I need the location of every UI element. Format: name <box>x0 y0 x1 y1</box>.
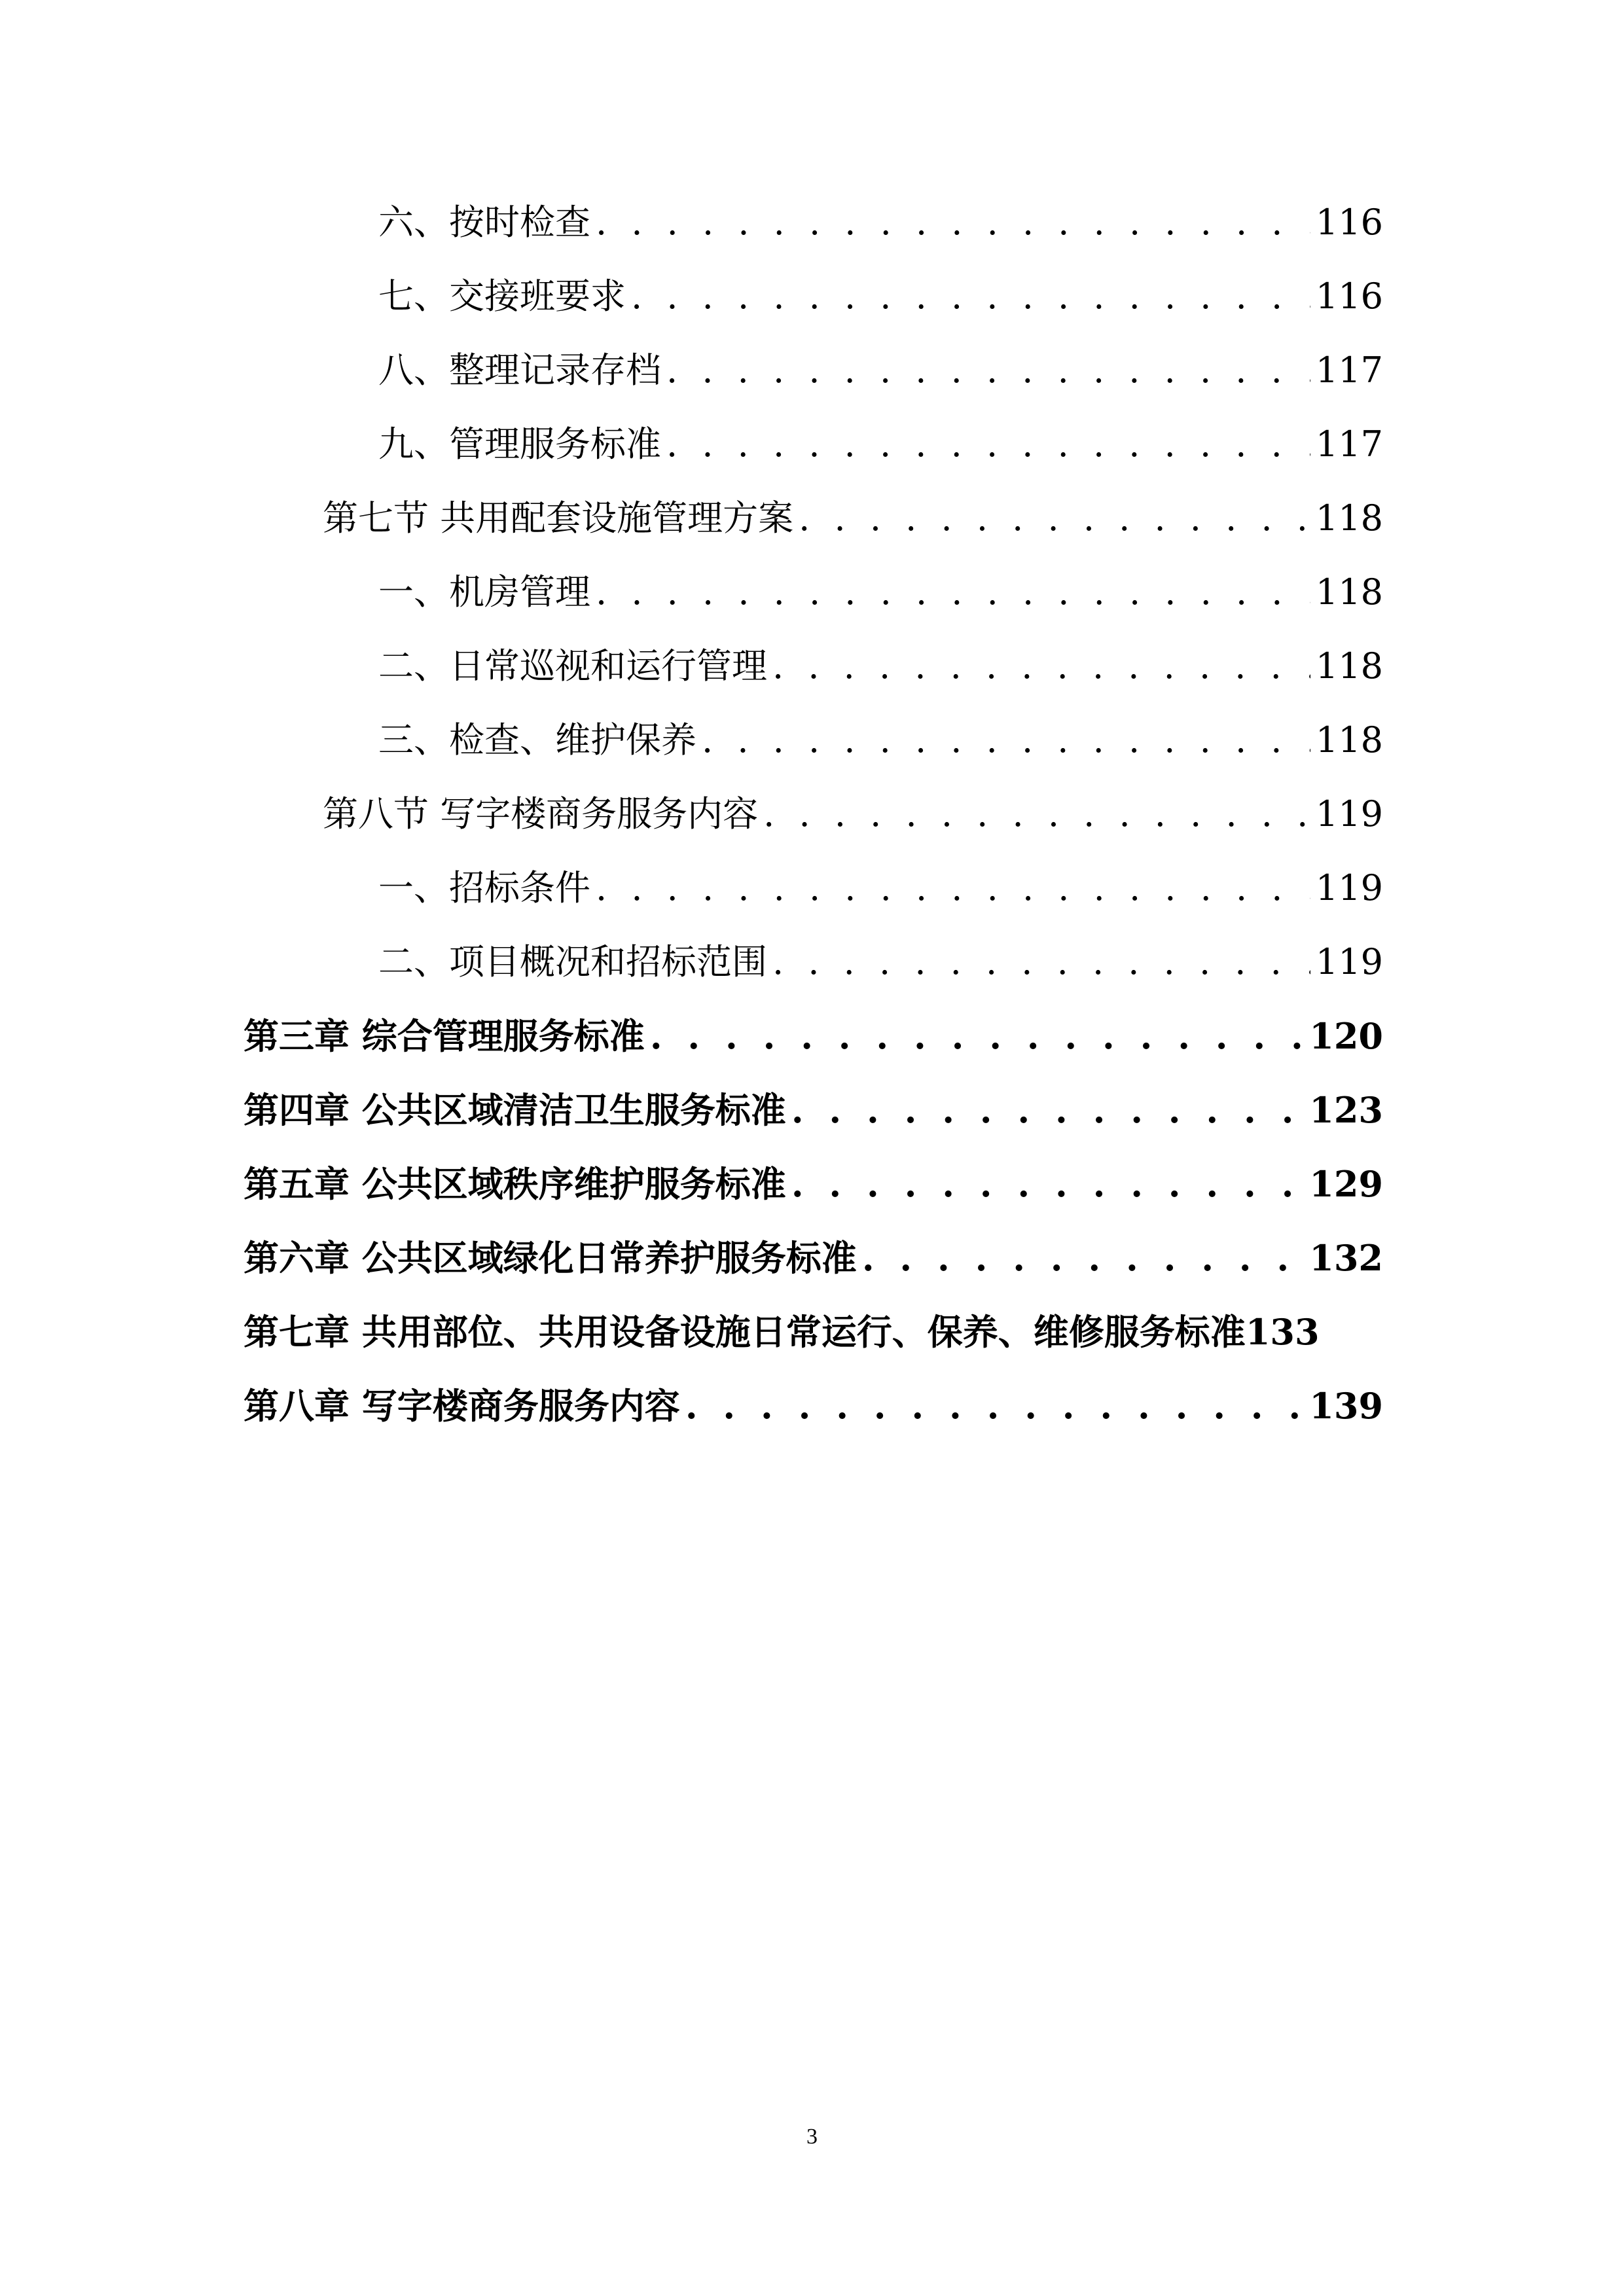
toc-entry-title: 第八节 写字楼商务服务内容 <box>323 793 759 834</box>
toc-entry-page: 139 <box>1309 1385 1383 1427</box>
toc-leader-dots <box>596 190 1310 255</box>
toc-entry-page: 129 <box>1309 1163 1383 1205</box>
toc-entry[interactable] <box>378 708 1383 773</box>
toc-entry[interactable] <box>378 855 1383 921</box>
toc-leader-dots <box>772 634 1310 699</box>
toc-entry-page: 119 <box>1315 793 1383 834</box>
toc-leader-dots <box>791 1151 1304 1217</box>
toc-entry-page: 116 <box>1315 202 1383 243</box>
toc-entry-title: 六、按时检查 <box>378 202 590 243</box>
toc-entry-title: 一、机房管理 <box>378 571 590 613</box>
toc-leader-dots <box>772 929 1310 995</box>
toc-entry-title: 二、项目概况和招标范围 <box>378 941 767 982</box>
toc-entry-page: 118 <box>1315 497 1383 539</box>
page-number: 3 <box>806 2125 818 2149</box>
toc-entry-title: 七、交接班要求 <box>378 276 626 317</box>
toc-entry-page: 123 <box>1309 1089 1383 1131</box>
toc-entry-page: 118 <box>1315 645 1383 687</box>
toc-chapter-entry[interactable] <box>244 1299 1409 1365</box>
toc-leader-dots <box>631 264 1310 329</box>
toc-chapter-entry[interactable] <box>244 1373 1383 1439</box>
toc-entry-title: 三、检查、维护保养 <box>378 719 696 761</box>
toc-leader-dots <box>685 1373 1304 1439</box>
toc-entry[interactable] <box>378 338 1383 403</box>
toc-chapter-entry[interactable] <box>244 1225 1383 1291</box>
toc-leader-dots <box>596 560 1310 625</box>
toc-entry[interactable] <box>378 190 1383 255</box>
toc-entry-page: 132 <box>1309 1237 1383 1279</box>
toc-entry-title: 第五章 公共区域秩序维护服务标准 <box>244 1163 786 1205</box>
toc-entry[interactable] <box>323 781 1383 847</box>
toc-entry-title: 九、管理服务标准 <box>378 423 661 465</box>
toc-entry-page: 119 <box>1315 941 1383 982</box>
toc-entry-title: 第八章 写字楼商务服务内容 <box>244 1385 680 1427</box>
toc-chapter-entry[interactable] <box>244 1003 1383 1069</box>
toc-entry[interactable] <box>378 412 1383 477</box>
toc-entry-title: 第三章 综合管理服务标准 <box>244 1015 645 1057</box>
toc-chapter-entry[interactable] <box>244 1077 1383 1143</box>
toc-entry[interactable] <box>378 929 1383 995</box>
toc-entry-title: 第六章 公共区域绿化日常养护服务标准 <box>244 1237 857 1279</box>
toc-entry-page: 117 <box>1315 423 1383 465</box>
toc-entry-title: 第七节 共用配套设施管理方案 <box>323 497 794 539</box>
toc-entry-page: 117 <box>1315 350 1383 391</box>
toc-leader-dots <box>666 338 1310 403</box>
toc-entry[interactable] <box>378 264 1383 329</box>
toc-entry-page: 119 <box>1315 867 1383 908</box>
toc-entry-title: 二、日常巡视和运行管理 <box>378 645 767 687</box>
toc-entry[interactable] <box>323 486 1383 551</box>
toc-leader-dots <box>862 1225 1304 1291</box>
toc-entry-title: 第四章 公共区域清洁卫生服务标准 <box>244 1089 786 1131</box>
toc-leader-dots <box>763 781 1310 847</box>
toc-leader-dots <box>666 412 1310 477</box>
toc-leader-dots <box>799 486 1310 551</box>
toc-entry-page: 116 <box>1315 276 1383 317</box>
toc-leader-dots <box>791 1077 1304 1143</box>
toc-entry[interactable] <box>378 634 1383 699</box>
toc-leader-dots <box>702 708 1310 773</box>
toc-entry-page: 118 <box>1315 571 1383 613</box>
toc-entry-page: 133 <box>1245 1311 1320 1353</box>
toc-entry-page: 120 <box>1309 1015 1383 1057</box>
toc-entry[interactable] <box>378 560 1383 625</box>
toc-leader-dots <box>650 1003 1304 1069</box>
toc-leader-dots <box>596 855 1310 921</box>
toc-entry-page: 118 <box>1315 719 1383 761</box>
toc-entry-title: 第七章 共用部位、共用设备设施日常运行、保养、维修服务标准 <box>244 1311 1246 1353</box>
toc-chapter-entry[interactable] <box>244 1151 1383 1217</box>
toc-entry-title: 八、整理记录存档 <box>378 350 661 391</box>
toc-entry-title: 一、招标条件 <box>378 867 590 908</box>
